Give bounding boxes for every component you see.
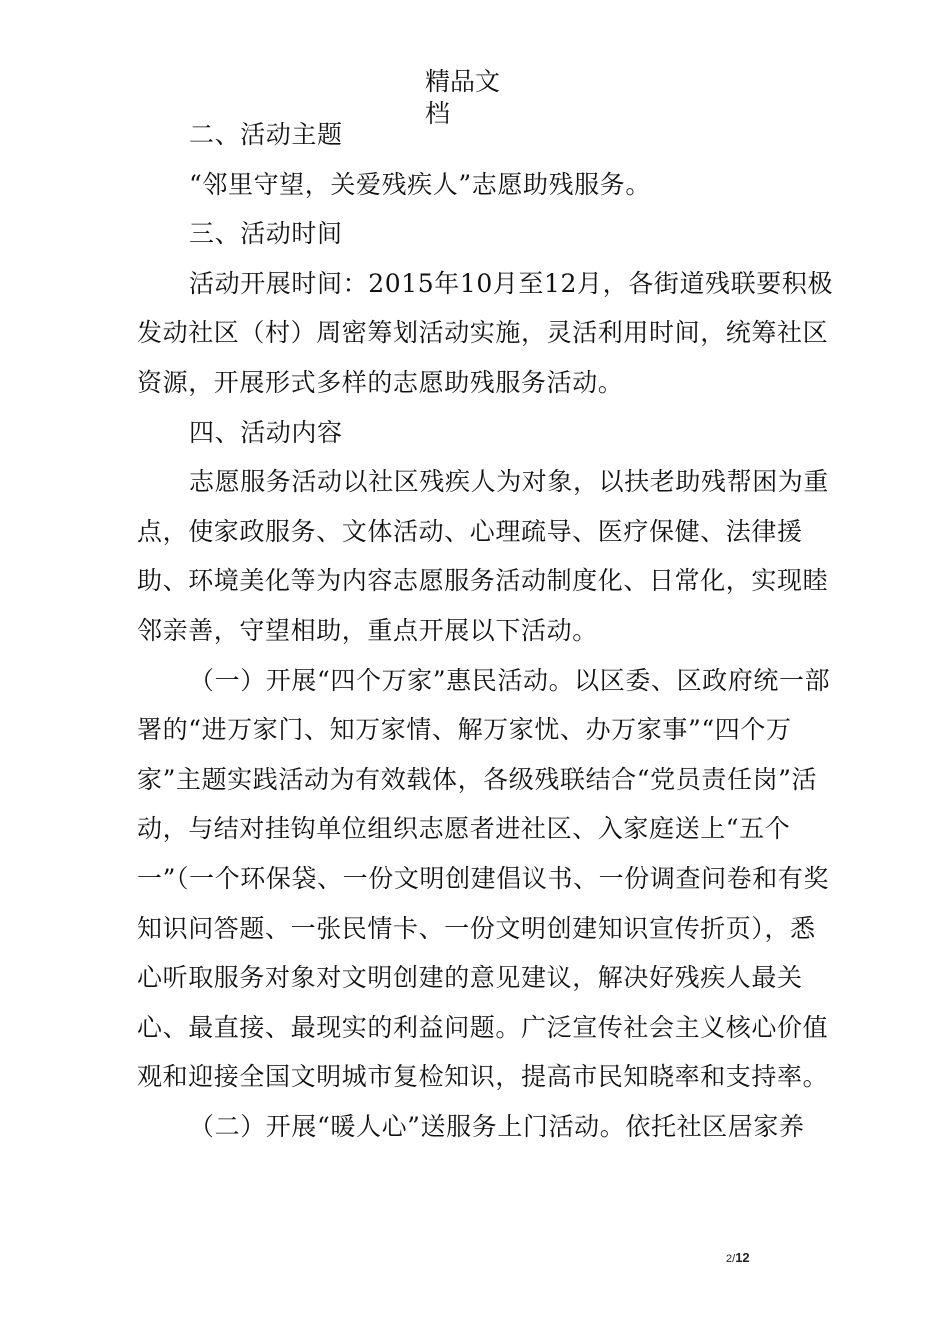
page-number-total: 12: [735, 1250, 750, 1265]
activity-item-1: （一）开展“四个万家”惠民活动。以区委、区政府统一部署的“进万家门、知万家情、解万家忧、办万家事”“四个万家”主题实践活动为有效载体，各级残联结合“党员责任岗”活动，与结对挂钩单位组织志愿者进社区、入家庭送上“五个一”（一个环保袋、一份文明创建倡议书、一份调查问卷和有奖知识问答题、一张民情卡、一份文明创建知识宣传折页），悉心听取服务对象对文明创建的意见建议，解决好残疾人最关心、最直接、最现实的利益问题。广泛宣传社会主义核心价值观和迎接全国文明城市复检知识，提高市民知晓率和支持率。: [137, 665, 831, 1092]
page-header: 精品文档: [425, 67, 501, 128]
page-number: [726, 1250, 750, 1265]
theme-paragraph: “邻里守望，关爱残疾人”志愿助残服务。: [189, 169, 651, 199]
section-heading-content: 四、活动内容: [189, 417, 343, 447]
section-heading-time: 三、活动时间: [189, 219, 343, 249]
document-body: [137, 110, 837, 1151]
page-number-current: 2/: [726, 1253, 736, 1265]
time-paragraph: 活动开展时间：2015年10月至12月，各街道残联要积极发动社区（村）周密筹划活动实施，灵活利用时间，统筹社区资源，开展形式多样的志愿助残服务活动。: [137, 268, 834, 397]
section-heading-theme: 二、活动主题: [189, 120, 343, 149]
content-paragraph: 志愿服务活动以社区残疾人为对象，以扶老助残帮困为重点，使家政服务、文体活动、心理疏导、医疗保健、法律援助、环境美化等为内容志愿服务活动制度化、日常化，实现睦邻亲善，守望相助，重点开展以下活动。: [137, 467, 830, 645]
activity-item-2: （二）开展“暖人心”送服务上门活动。依托社区居家养: [189, 1111, 805, 1141]
